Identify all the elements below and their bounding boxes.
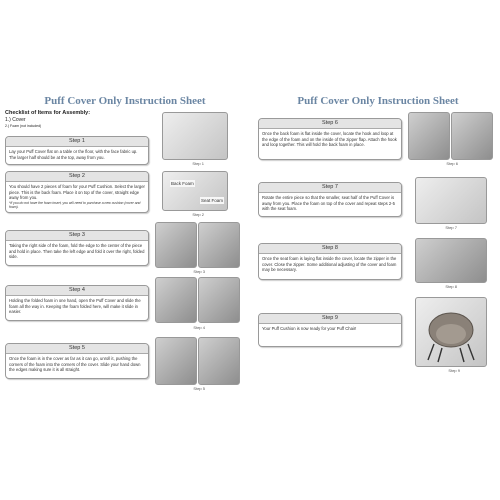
step-4-caption: Step 4: [193, 325, 205, 330]
step-1-header: Step 1: [6, 137, 148, 147]
step-6-photo-a: [408, 112, 450, 160]
step-5-caption: Step 5: [193, 386, 205, 391]
step-4-photo-b: [198, 277, 240, 323]
step-4-text: Holding the folded foam in one hand, open the Puff Cover and slide the foam all the way in. Keeping the foam folded here, will make it slide in easier.: [9, 298, 141, 315]
step-1-box: [5, 136, 149, 165]
step-2-header: Step 2: [6, 172, 148, 182]
puff-chair-icon: [416, 298, 486, 366]
step-2-photo: [162, 171, 228, 211]
step-8-box: [258, 243, 402, 280]
step-4-box: [5, 285, 149, 321]
step-5-photo-a: [155, 337, 197, 385]
step-9-box: [258, 313, 402, 347]
step-4-header: Step 4: [6, 286, 148, 296]
step-8-photo: [415, 238, 487, 283]
step-8-caption: Step 8: [445, 284, 457, 289]
step-3-caption: Step 3: [193, 269, 205, 274]
step-9-caption: Step 9: [448, 368, 460, 373]
step-6-caption: Step 6: [446, 161, 458, 166]
step-2-text: [6, 182, 148, 211]
step-2-box: [5, 171, 149, 213]
step-4-photo-a: [155, 277, 197, 323]
step-7-box: [258, 182, 402, 217]
checklist-item-foam: 2.) Foam (not included): [5, 124, 42, 128]
checklist-heading: Checklist of Items for Assembly:: [5, 110, 91, 116]
step-2-note: *If you do not have the foam insert, you will need to purchase a new cushion (cover and foam).: [9, 200, 141, 210]
step-7-photo: [415, 177, 487, 224]
seat-foam-label: Seat Foam: [201, 198, 224, 203]
step-2-body: You should have 2 pieces of foam for your Puff Cushion. Select the larger piece. This is the back foam. Place it on top of the cover, straight edge away from you.: [9, 184, 145, 201]
checklist: [5, 110, 90, 130]
step-5-header: Step 5: [6, 344, 148, 354]
step-9-photo: [415, 297, 487, 367]
step-3-header: Step 3: [6, 231, 148, 241]
step-7-text: Rotate the entire piece so that the smaller, seat half of the Puff Cover is away from you. Place the foam on top of the cover and repeat steps 2-5 with the seat foam.: [262, 195, 395, 212]
step-1-text: Lay your Puff Cover flat on a table or the floor, with the face fabric up. The larger half should be at the top, away from you.: [9, 149, 138, 160]
step-5-text: Once the foam is in the cover as far as it can go, unroll it, pushing the corners of the foam into the corners of the cover. Slide your hand down the edges making sure it is all straight.: [9, 356, 141, 373]
step-5-box: [5, 343, 149, 379]
back-foam-label: Back Foam: [171, 181, 194, 186]
left-sheet-title: Puff Cover Only Instruction Sheet: [44, 95, 206, 107]
step-6-photo-b: [451, 112, 493, 160]
step-7-caption: Step 7: [445, 225, 457, 230]
step-8-text: Once the seat foam is laying flat inside the cover, locate the zipper in the cover. Close the zipper. Some additional adjusting of the cover and foam may be necessary.: [262, 256, 397, 273]
step-6-header: Step 6: [259, 119, 401, 129]
step-1-photo: [162, 112, 228, 160]
step-6-text: Once the back foam is flat inside the cover, locate the hook and loop at the edge of the foam and on the inside of the zipper flap. Attach the hook and loop together. This will hold the back foam in place.: [262, 131, 397, 148]
step-3-photo-b: [198, 222, 240, 268]
step-3-box: [5, 230, 149, 266]
step-8-header: Step 8: [259, 244, 401, 254]
step-5-photo-b: [198, 337, 240, 385]
step-2-caption: Step 2: [192, 212, 204, 217]
step-9-text: Your Puff Cushion is now ready for your Puff Chair!: [262, 326, 357, 331]
step-3-text: Taking the right side of the foam, fold the edge to the center of the piece and hold in place. Then take the left edge and fold it over the right, folded side.: [9, 243, 145, 260]
step-6-box: [258, 118, 402, 160]
step-7-header: Step 7: [259, 183, 401, 193]
step-3-photo-a: [155, 222, 197, 268]
checklist-item-cover: 1.) Cover: [5, 116, 26, 123]
step-1-caption: Step 1: [192, 161, 204, 166]
right-sheet-title: Puff Cover Only Instruction Sheet: [297, 95, 459, 107]
step-9-header: Step 9: [259, 314, 401, 324]
